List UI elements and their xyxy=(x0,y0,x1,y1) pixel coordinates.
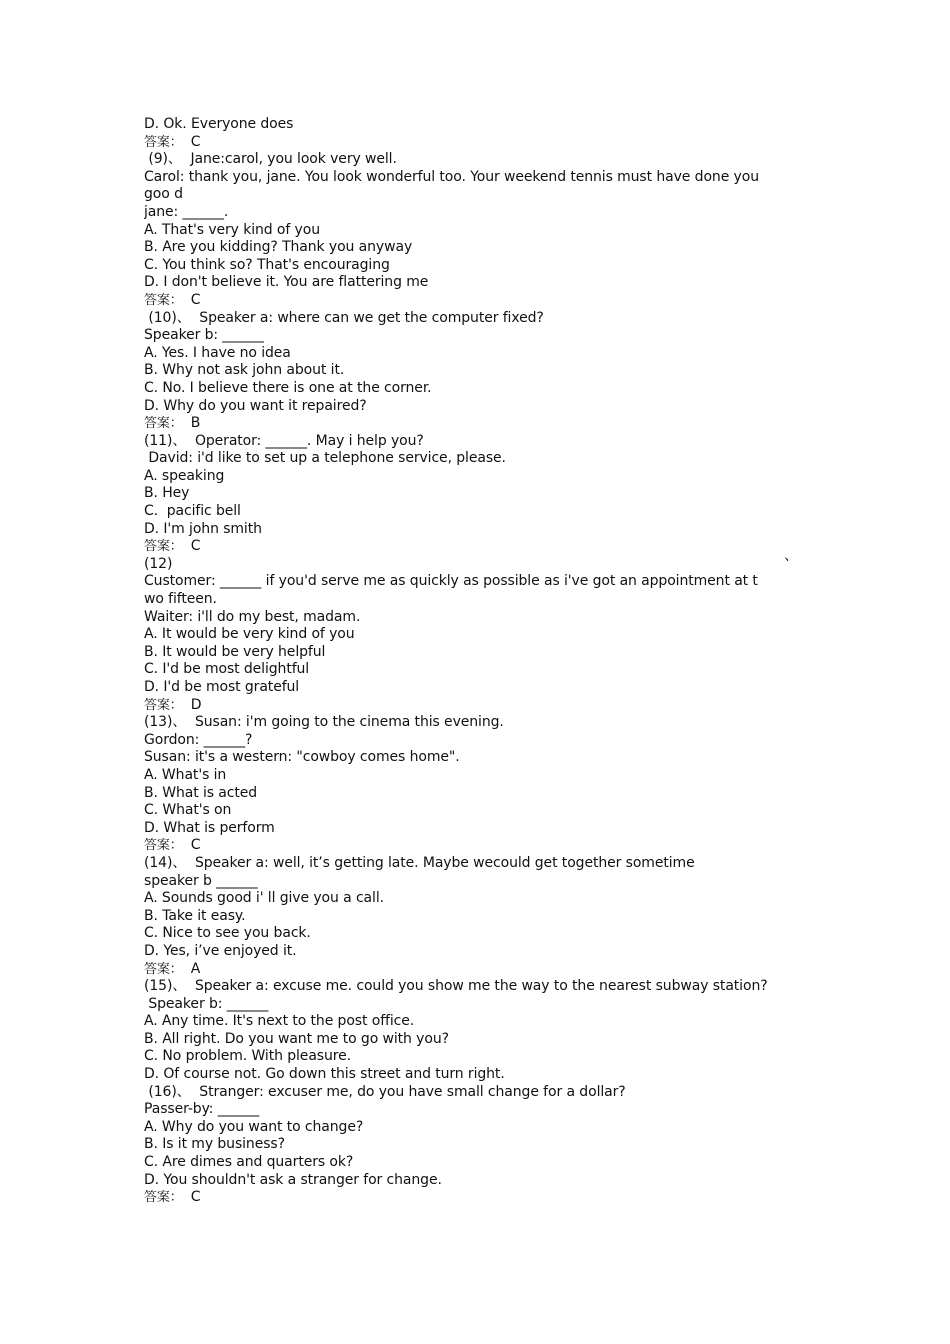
text-line: A. speaking xyxy=(144,467,225,484)
text-line: wo fifteen. xyxy=(144,591,217,608)
text-line: jane: ______. xyxy=(144,203,229,220)
text-line: C. Nice to see you back. xyxy=(144,925,311,942)
answer-label: 答案： xyxy=(144,838,191,854)
text-line: D. Ok. Everyone does xyxy=(144,116,294,132)
answer-label: 答案： xyxy=(144,539,191,555)
answer-label: 答案： xyxy=(144,697,191,713)
text-line: B. Is it my business? xyxy=(144,1136,285,1153)
answer-line xyxy=(144,292,798,310)
text-line: D. Why do you want it repaired? xyxy=(144,397,367,414)
text-line: B. What is acted xyxy=(144,784,258,801)
text-line: D. What is perform xyxy=(144,819,275,836)
text-line: B. Take it easy. xyxy=(144,907,246,924)
text-line: A. Why do you want to change? xyxy=(144,1118,364,1135)
text-line: Susan: it's a western: "cowboy comes home". xyxy=(144,749,460,766)
question-number-separator: 、 xyxy=(784,555,798,564)
answer-line xyxy=(144,415,798,433)
text-line: Passer-by: ______ xyxy=(144,1101,260,1118)
answer-line xyxy=(144,697,798,715)
answer-line xyxy=(144,1189,798,1207)
text-line: C. No. I believe there is one at the corner. xyxy=(144,379,432,396)
text-line: D. You shouldn't ask a stranger for change. xyxy=(144,1171,442,1188)
text-line: B. It would be very helpful xyxy=(144,643,326,660)
text-line: (9)、 Jane:carol, you look very well. xyxy=(144,151,397,168)
text-line: B. All right. Do you want me to go with you? xyxy=(144,1030,449,1047)
question-number xyxy=(144,556,798,574)
text-line: Customer: ______ if you'd serve me as quickly as possible as i've got an appointment at t xyxy=(144,573,758,590)
answer-value: C xyxy=(190,291,201,308)
text-line: David: i'd like to set up a telephone service, please. xyxy=(144,450,506,467)
answer-line xyxy=(144,134,798,152)
text-line: B. Hey xyxy=(144,485,190,502)
document-page xyxy=(144,116,798,1207)
text-line: Carol: thank you, jane. You look wonderful too. Your weekend tennis must have done you xyxy=(144,168,759,185)
text-line: (11)、 Operator: ______. May i help you? xyxy=(144,432,424,449)
text-line: (13)、 Susan: i'm going to the cinema this evening. xyxy=(144,714,504,731)
text-line: D. Of course not. Go down this street and turn right. xyxy=(144,1066,505,1083)
text-line: (14)、 Speaker a: well, it’s getting late. Maybe wecould get together sometime xyxy=(144,854,695,871)
answer-line xyxy=(144,538,798,556)
answer-value: C xyxy=(190,837,201,854)
text-line: B. Are you kidding? Thank you anyway xyxy=(144,239,413,256)
text-line: (10)、 Speaker a: where can we get the computer fixed? xyxy=(144,309,544,326)
text-line: C. No problem. With pleasure. xyxy=(144,1048,351,1065)
text-line: Speaker b: ______ xyxy=(144,327,264,344)
answer-value: B xyxy=(190,415,201,432)
text-line: C. I'd be most delightful xyxy=(144,661,310,678)
text-line: A. What's in xyxy=(144,766,227,783)
answer-value: A xyxy=(190,960,201,977)
text-line: C. What's on xyxy=(144,802,232,819)
answer-line xyxy=(144,837,798,855)
question-number-label: (12) xyxy=(144,555,173,572)
answer-value: C xyxy=(190,538,201,555)
text-line: Gordon: ______? xyxy=(144,731,253,748)
text-line: C. You think so? That's encouraging xyxy=(144,256,390,273)
text-line: goo d xyxy=(144,186,183,203)
answer-value: D xyxy=(190,696,202,713)
answer-label: 答案： xyxy=(144,292,191,308)
answer-label: 答案： xyxy=(144,416,191,432)
text-line: D. I'm john smith xyxy=(144,520,262,537)
answer-label: 答案： xyxy=(144,1190,191,1206)
text-line: D. I'd be most grateful xyxy=(144,679,300,695)
text-line: D. I don't believe it. You are flattering me xyxy=(144,274,429,291)
answer-label: 答案： xyxy=(144,134,191,150)
text-line: (16)、 Stranger: excuser me, do you have small change for a dollar? xyxy=(144,1083,626,1100)
text-line: speaker b ______ xyxy=(144,872,258,889)
text-line: C. Are dimes and quarters ok? xyxy=(144,1154,354,1171)
text-line: C. pacific bell xyxy=(144,503,241,520)
text-line: D. Yes, i’ve enjoyed it. xyxy=(144,942,297,959)
text-line: A. Yes. I have no idea xyxy=(144,344,291,361)
text-line: Speaker b: ______ xyxy=(144,995,269,1012)
text-line: A. It would be very kind of you xyxy=(144,626,355,643)
answer-line xyxy=(144,961,798,979)
text-line: A. Any time. It's next to the post office. xyxy=(144,1013,415,1030)
text-line: A. Sounds good i' ll give you a call. xyxy=(144,890,384,907)
text-line: B. Why not ask john about it. xyxy=(144,362,345,379)
text-line: A. That's very kind of you xyxy=(144,221,320,238)
answer-label: 答案： xyxy=(144,961,191,977)
answer-value: C xyxy=(190,133,201,150)
text-line: Waiter: i'll do my best, madam. xyxy=(144,608,361,625)
answer-value: C xyxy=(190,1189,201,1206)
text-line: (15)、 Speaker a: excuse me. could you show me the way to the nearest subway station? xyxy=(144,978,768,995)
